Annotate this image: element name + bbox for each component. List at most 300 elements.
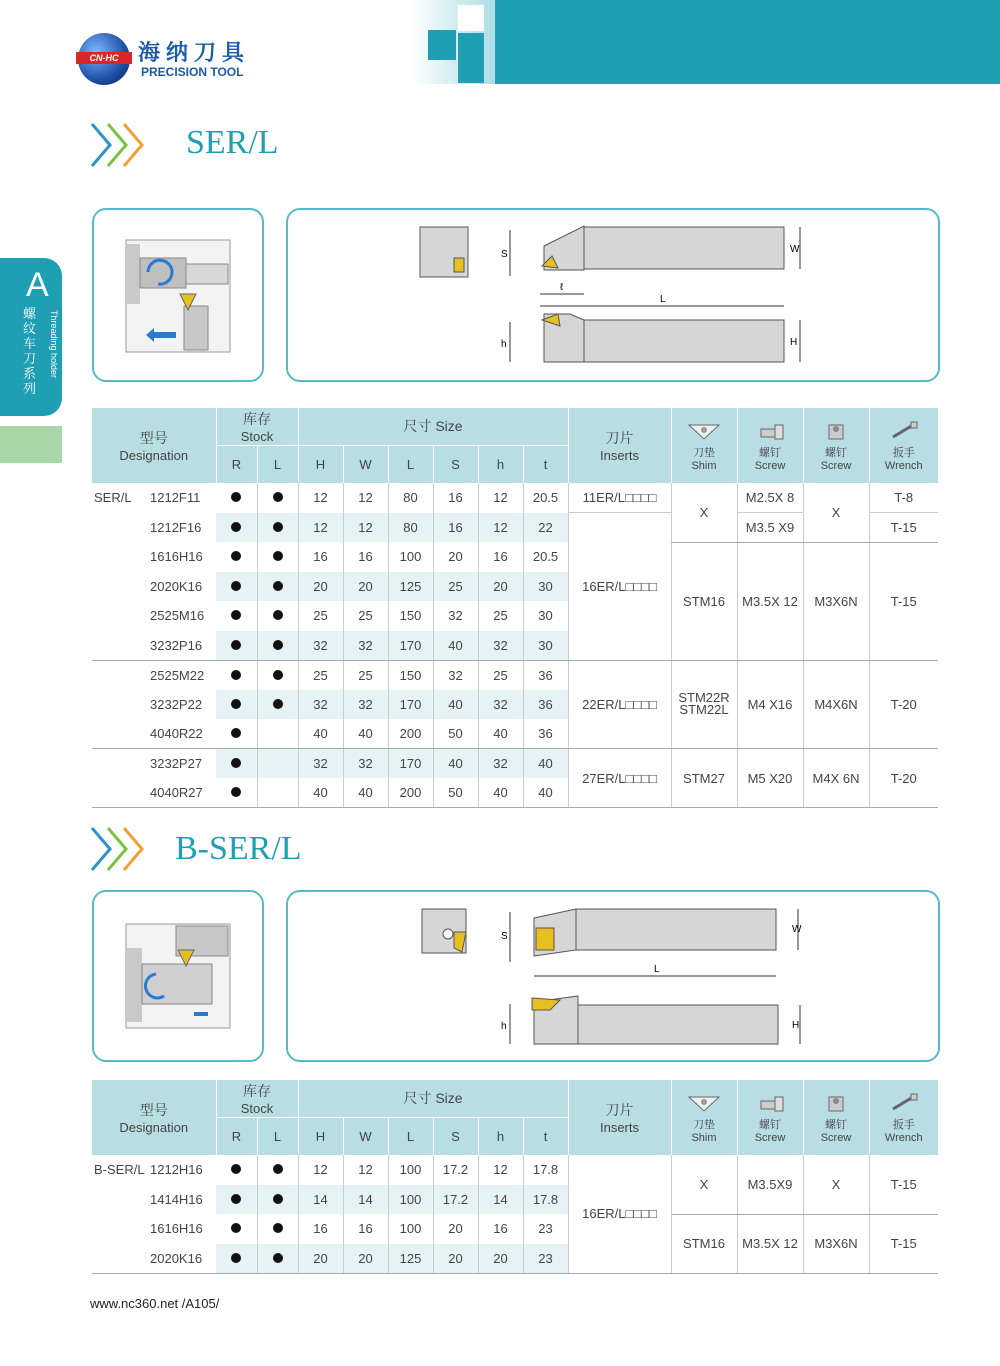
in-stock-dot-icon: [273, 1223, 283, 1233]
screw2-cell: M4X 6N: [803, 749, 869, 808]
dim-cell-S: 16: [433, 483, 478, 513]
table-row: [92, 1214, 938, 1244]
stock-cell: [216, 1185, 257, 1215]
in-stock-dot-icon: [231, 610, 241, 620]
wrench-icon: [885, 1091, 923, 1113]
stock-l-header: L: [257, 445, 298, 483]
dim-cell-H: 12: [298, 513, 343, 543]
screw-cell: M3.5X9: [737, 1155, 803, 1214]
dim-cell-Ln: 170: [388, 749, 433, 779]
designation-code: 1212F11: [150, 490, 201, 506]
designation-cell: [92, 1185, 216, 1215]
dim-cell-W: 32: [343, 690, 388, 720]
dim-cell-S: 17.2: [433, 1185, 478, 1215]
dim-cell-H: 16: [298, 542, 343, 572]
stock-cell: [257, 749, 298, 779]
shim-header-en: Shim: [691, 1132, 717, 1144]
shim-icon: [685, 1091, 723, 1113]
in-stock-dot-icon: [273, 699, 283, 709]
dim-cell-h: 20: [478, 1244, 523, 1274]
wrench-cell: T-15: [869, 1155, 938, 1214]
stock-cell: [257, 572, 298, 602]
designation-code: 3232P16: [150, 637, 203, 653]
in-stock-dot-icon: [231, 787, 241, 797]
stock-cell: [257, 778, 298, 808]
table-row: [92, 749, 938, 779]
screw-header-cn: 螺钉: [759, 1119, 781, 1131]
stock-cell: [257, 1185, 298, 1215]
stock-l-header: L: [257, 1117, 298, 1155]
shim-header-en: Shim: [691, 460, 717, 472]
designation-code: 2020K16: [150, 578, 203, 594]
dim-cell-t: 20.5: [523, 542, 568, 572]
in-stock-dot-icon: [231, 1253, 241, 1263]
designation-cell: [92, 601, 216, 631]
designation-header-cn: 型号: [139, 1102, 168, 1118]
dim-cell-W: 12: [343, 1155, 388, 1185]
lathe-threading-illustration: [94, 892, 262, 1060]
dim-cell-H: 20: [298, 572, 343, 602]
dim-cell-h: 12: [478, 483, 523, 513]
dim-cell-h: 25: [478, 601, 523, 631]
dim-cell-h: 12: [478, 1155, 523, 1185]
stock-header-en: Stock: [240, 1100, 274, 1116]
dim-cell-S: 20: [433, 1244, 478, 1274]
dim-cell-H: 25: [298, 660, 343, 690]
dim-cell-S: 17.2: [433, 1155, 478, 1185]
stock-cell: [216, 1214, 257, 1244]
table-row: [92, 660, 938, 690]
screw2-header-en: Screw: [820, 1132, 852, 1144]
dim-cell-H: 32: [298, 631, 343, 661]
designation-cell: [92, 483, 216, 513]
screw-header-en: Screw: [754, 460, 786, 472]
stock-cell: [216, 601, 257, 631]
dim-cell-Ln: 80: [388, 483, 433, 513]
boring-bar-dimension-diagram: [288, 892, 938, 1060]
designation-prefix: SER/L: [94, 490, 132, 506]
dim-label-s: S: [501, 931, 508, 942]
wrench-header-en: Wrench: [884, 1132, 923, 1144]
dim-cell-Ln: 125: [388, 572, 433, 602]
designation-code: 1616H16: [150, 1221, 203, 1237]
designation-header-en: Designation: [119, 448, 189, 463]
stock-cell: [257, 660, 298, 690]
screw-cell: M2.5X 8: [737, 483, 803, 513]
designation-code: 4040R27: [150, 785, 203, 800]
designation-cell: [92, 1244, 216, 1274]
stock-r-header: R: [216, 1117, 257, 1155]
designation-header-en: Designation: [119, 1120, 189, 1135]
in-stock-dot-icon: [273, 551, 283, 561]
dim-cell-W: 20: [343, 572, 388, 602]
dim-cell-W: 16: [343, 1214, 388, 1244]
in-stock-dot-icon: [231, 551, 241, 561]
dim-cell-t: 36: [523, 719, 568, 749]
stock-cell: [216, 1244, 257, 1274]
screw-cell: M4 X16: [737, 660, 803, 749]
section-title: SER/L: [186, 124, 279, 161]
shim-cell: STM16: [671, 542, 737, 660]
header-square: [458, 33, 484, 83]
dim-label-w: W: [790, 244, 800, 255]
screw-cell: M3.5X 12: [737, 1214, 803, 1273]
stock-cell: [216, 631, 257, 661]
dim-label-s: S: [501, 249, 508, 260]
screw-icon: [751, 1091, 789, 1113]
stock-cell: [216, 660, 257, 690]
dim-cell-t: 23: [523, 1214, 568, 1244]
dim-cell-t: 36: [523, 690, 568, 720]
dim-header-W: W: [343, 1117, 388, 1155]
size-header: 尺寸 Size: [298, 1080, 568, 1117]
dim-header-S: S: [433, 445, 478, 483]
wrench-cell: T-15: [869, 513, 938, 543]
dim-cell-Ln: 200: [388, 719, 433, 749]
in-stock-dot-icon: [231, 1194, 241, 1204]
screw-header-cn: 螺钉: [759, 447, 781, 459]
dim-header-L: L: [388, 445, 433, 483]
stock-header-en: Stock: [240, 428, 274, 444]
dim-cell-S: 32: [433, 660, 478, 690]
stock-cell: [257, 483, 298, 513]
dim-header-h: h: [478, 445, 523, 483]
dim-label-l: L: [654, 964, 660, 975]
dim-cell-Ln: 100: [388, 542, 433, 572]
stock-cell: [257, 542, 298, 572]
wrench-cell: T-8: [869, 483, 938, 513]
lathe-threading-illustration: [94, 210, 262, 380]
chevrons-icon: [90, 826, 150, 872]
dim-cell-W: 16: [343, 542, 388, 572]
designation-cell: [92, 542, 216, 572]
dim-header-t: t: [523, 1117, 568, 1155]
dim-cell-W: 12: [343, 483, 388, 513]
in-stock-dot-icon: [273, 1194, 283, 1204]
designation-header-cn: 型号: [139, 430, 168, 446]
stock-header-cn: 库存: [243, 1082, 271, 1099]
in-stock-dot-icon: [231, 728, 241, 738]
wrench-cell: T-15: [869, 1214, 938, 1273]
spec-table-bser: [92, 1080, 938, 1274]
dim-header-L: L: [388, 1117, 433, 1155]
insert-cell: 22ER/L□□□□: [568, 660, 671, 749]
shim-cell: STM22R STM22L: [671, 660, 737, 749]
dim-cell-Ln: 170: [388, 690, 433, 720]
dim-cell-S: 16: [433, 513, 478, 543]
insert-cell: 16ER/L□□□□: [568, 513, 671, 661]
stock-cell: [257, 631, 298, 661]
dim-cell-t: 40: [523, 778, 568, 808]
dim-cell-H: 20: [298, 1244, 343, 1274]
footer-url: www.nc360.net /A105/: [90, 1296, 220, 1311]
dim-cell-h: 16: [478, 1214, 523, 1244]
dim-label-h: h: [501, 339, 507, 350]
in-stock-dot-icon: [273, 581, 283, 591]
dim-cell-W: 25: [343, 660, 388, 690]
screw-icon: [751, 419, 789, 441]
side-tab-label-en: Threading holder: [49, 310, 59, 379]
dim-cell-W: 14: [343, 1185, 388, 1215]
designation-cell: [92, 513, 216, 543]
shim-cell: X: [671, 483, 737, 542]
chevrons-icon: [90, 122, 150, 168]
designation-code: 2525M22: [150, 667, 205, 683]
dim-cell-W: 40: [343, 778, 388, 808]
table-row: [92, 542, 938, 572]
screw2-cell: M3X6N: [803, 542, 869, 660]
dim-cell-t: 22: [523, 513, 568, 543]
logo-text: CN-HC: [76, 52, 132, 64]
in-stock-dot-icon: [231, 522, 241, 532]
designation-cell: [92, 1214, 216, 1244]
stock-cell: [257, 1214, 298, 1244]
toolholder-dimension-diagram: [288, 210, 938, 380]
dim-cell-S: 50: [433, 778, 478, 808]
dim-cell-S: 40: [433, 631, 478, 661]
stock-cell: [216, 572, 257, 602]
stock-cell: [216, 513, 257, 543]
stock-cell: [257, 690, 298, 720]
screw-icon: [817, 1091, 855, 1113]
dim-header-H: H: [298, 1117, 343, 1155]
dim-cell-W: 25: [343, 601, 388, 631]
screw2-cell: M3X6N: [803, 1214, 869, 1273]
designation-cell: [92, 719, 216, 749]
screw2-header-en: Screw: [820, 460, 852, 472]
in-stock-dot-icon: [231, 699, 241, 709]
dim-cell-S: 20: [433, 542, 478, 572]
screw-icon: [817, 419, 855, 441]
stock-cell: [216, 778, 257, 808]
screw2-header-cn: 螺钉: [825, 447, 847, 459]
in-stock-dot-icon: [231, 492, 241, 502]
stock-cell: [257, 719, 298, 749]
designation-code: 2020K16: [150, 1250, 203, 1266]
designation-code: 1212H16: [150, 1162, 203, 1178]
dimension-drawing: [286, 890, 940, 1062]
wrench-cell: T-20: [869, 749, 938, 808]
in-stock-dot-icon: [273, 610, 283, 620]
header-square: [428, 30, 456, 60]
shim-header-cn: 刀垫: [693, 1119, 715, 1131]
wrench-header-cn: 扳手: [892, 1119, 915, 1131]
dim-cell-Ln: 200: [388, 778, 433, 808]
wrench-cell: T-20: [869, 660, 938, 749]
dim-cell-h: 12: [478, 513, 523, 543]
wrench-icon: [885, 419, 923, 441]
designation-cell: [92, 690, 216, 720]
stock-cell: [216, 690, 257, 720]
stock-cell: [216, 1155, 257, 1185]
shim-icon: [685, 419, 723, 441]
wrench-cell: T-15: [869, 542, 938, 660]
wrench-header-en: Wrench: [884, 460, 923, 472]
side-tab-accent: [0, 426, 62, 463]
dim-cell-h: 14: [478, 1185, 523, 1215]
dim-cell-W: 32: [343, 631, 388, 661]
application-illustration: [92, 890, 264, 1062]
dim-cell-S: 20: [433, 1214, 478, 1244]
dim-cell-W: 12: [343, 513, 388, 543]
screw2-header-cn: 螺钉: [825, 1119, 847, 1131]
dim-label-w: W: [792, 924, 802, 935]
shim-header-cn: 刀垫: [693, 447, 715, 459]
designation-code: 2525M16: [150, 608, 205, 624]
dim-cell-Ln: 100: [388, 1155, 433, 1185]
dim-cell-h: 32: [478, 631, 523, 661]
dim-cell-h: 32: [478, 690, 523, 720]
dim-cell-t: 30: [523, 572, 568, 602]
inserts-header-en: Inserts: [599, 448, 639, 463]
dim-cell-S: 40: [433, 690, 478, 720]
dim-cell-H: 16: [298, 1214, 343, 1244]
screw2-cell: M4X6N: [803, 660, 869, 749]
section-title: B-SER/L: [175, 830, 302, 867]
dim-cell-Ln: 80: [388, 513, 433, 543]
dim-header-H: H: [298, 445, 343, 483]
dim-cell-W: 32: [343, 749, 388, 779]
brand-name-cn: 海纳刀具: [138, 40, 251, 65]
dim-cell-S: 50: [433, 719, 478, 749]
in-stock-dot-icon: [231, 670, 241, 680]
screw-cell: M3.5 X9: [737, 513, 803, 543]
application-illustration: [92, 208, 264, 382]
dim-cell-H: 12: [298, 1155, 343, 1185]
size-header: 尺寸 Size: [298, 408, 568, 445]
dim-cell-Ln: 150: [388, 601, 433, 631]
stock-cell: [257, 601, 298, 631]
dimension-drawing: [286, 208, 940, 382]
dim-header-t: t: [523, 445, 568, 483]
in-stock-dot-icon: [231, 640, 241, 650]
shim-cell: X: [671, 1155, 737, 1214]
inserts-header-cn: 刀片: [605, 1102, 634, 1118]
dim-header-W: W: [343, 445, 388, 483]
dim-cell-Ln: 100: [388, 1185, 433, 1215]
in-stock-dot-icon: [273, 640, 283, 650]
dim-label-H: H: [792, 1020, 800, 1031]
dim-label-H: H: [790, 337, 798, 348]
stock-cell: [216, 749, 257, 779]
stock-cell: [257, 1155, 298, 1185]
dim-cell-S: 32: [433, 601, 478, 631]
dim-cell-H: 25: [298, 601, 343, 631]
dim-label-h: h: [501, 1021, 507, 1032]
stock-cell: [216, 483, 257, 513]
spec-table-ser: [92, 408, 938, 808]
stock-cell: [257, 1244, 298, 1274]
dim-cell-Ln: 170: [388, 631, 433, 661]
dim-cell-h: 40: [478, 778, 523, 808]
dim-cell-Ln: 125: [388, 1244, 433, 1274]
dim-cell-H: 14: [298, 1185, 343, 1215]
dim-cell-Ln: 100: [388, 1214, 433, 1244]
dim-cell-t: 17.8: [523, 1185, 568, 1215]
dim-cell-h: 20: [478, 572, 523, 602]
dim-cell-h: 16: [478, 542, 523, 572]
shim-cell: STM16: [671, 1214, 737, 1273]
designation-cell: [92, 660, 216, 690]
screw-cell: M3.5X 12: [737, 542, 803, 660]
side-tab-letter: A: [26, 266, 49, 304]
dim-cell-H: 12: [298, 483, 343, 513]
shim-cell: STM27: [671, 749, 737, 808]
dim-cell-H: 32: [298, 749, 343, 779]
dim-cell-h: 40: [478, 719, 523, 749]
dim-cell-H: 40: [298, 778, 343, 808]
in-stock-dot-icon: [231, 1164, 241, 1174]
dim-cell-S: 25: [433, 572, 478, 602]
table-row: [92, 483, 938, 513]
designation-cell: [92, 631, 216, 661]
dim-cell-W: 40: [343, 719, 388, 749]
dim-cell-h: 32: [478, 749, 523, 779]
dim-header-S: S: [433, 1117, 478, 1155]
table-row: [92, 1155, 938, 1185]
brand-name-en: PRECISION TOOL: [141, 65, 244, 79]
designation-cell: [92, 749, 216, 779]
header-bar: [495, 0, 1000, 84]
stock-r-header: R: [216, 445, 257, 483]
insert-cell: 11ER/L□□□□: [568, 483, 671, 513]
stock-cell: [257, 513, 298, 543]
insert-cell: 27ER/L□□□□: [568, 749, 671, 808]
in-stock-dot-icon: [231, 758, 241, 768]
stock-cell: [216, 719, 257, 749]
designation-cell: [92, 1155, 216, 1185]
in-stock-dot-icon: [273, 492, 283, 502]
in-stock-dot-icon: [273, 1164, 283, 1174]
designation-code: 1212F16: [150, 519, 202, 535]
screw-cell: M5 X20: [737, 749, 803, 808]
screw2-cell: X: [803, 1155, 869, 1214]
in-stock-dot-icon: [231, 581, 241, 591]
dim-cell-t: 23: [523, 1244, 568, 1274]
dim-cell-h: 25: [478, 660, 523, 690]
dim-cell-H: 32: [298, 690, 343, 720]
in-stock-dot-icon: [273, 522, 283, 532]
insert-cell: 16ER/L□□□□: [568, 1155, 671, 1273]
dim-header-h: h: [478, 1117, 523, 1155]
designation-code: 3232P22: [150, 696, 203, 712]
dim-cell-H: 40: [298, 719, 343, 749]
in-stock-dot-icon: [273, 1253, 283, 1263]
stock-header-cn: 库存: [243, 410, 271, 427]
dim-cell-t: 30: [523, 631, 568, 661]
wrench-header-cn: 扳手: [892, 447, 915, 459]
dim-cell-Ln: 150: [388, 660, 433, 690]
designation-code: 1616H16: [150, 549, 203, 565]
in-stock-dot-icon: [273, 670, 283, 680]
inserts-header-en: Inserts: [599, 1120, 639, 1135]
dim-cell-t: 17.8: [523, 1155, 568, 1185]
stock-cell: [216, 542, 257, 572]
dim-cell-t: 20.5: [523, 483, 568, 513]
dim-cell-t: 40: [523, 749, 568, 779]
designation-cell: [92, 572, 216, 602]
designation-code: 4040R22: [150, 726, 203, 741]
header-square: [458, 5, 484, 31]
inserts-header-cn: 刀片: [605, 430, 634, 446]
designation-code: 1414H16: [150, 1191, 203, 1207]
dim-cell-t: 30: [523, 601, 568, 631]
dim-label-l: L: [660, 294, 666, 305]
designation-cell: [92, 778, 216, 808]
designation-code: 3232P27: [150, 756, 203, 771]
in-stock-dot-icon: [231, 1223, 241, 1233]
side-tab-label-cn: 螺纹车刀系列: [23, 306, 37, 396]
